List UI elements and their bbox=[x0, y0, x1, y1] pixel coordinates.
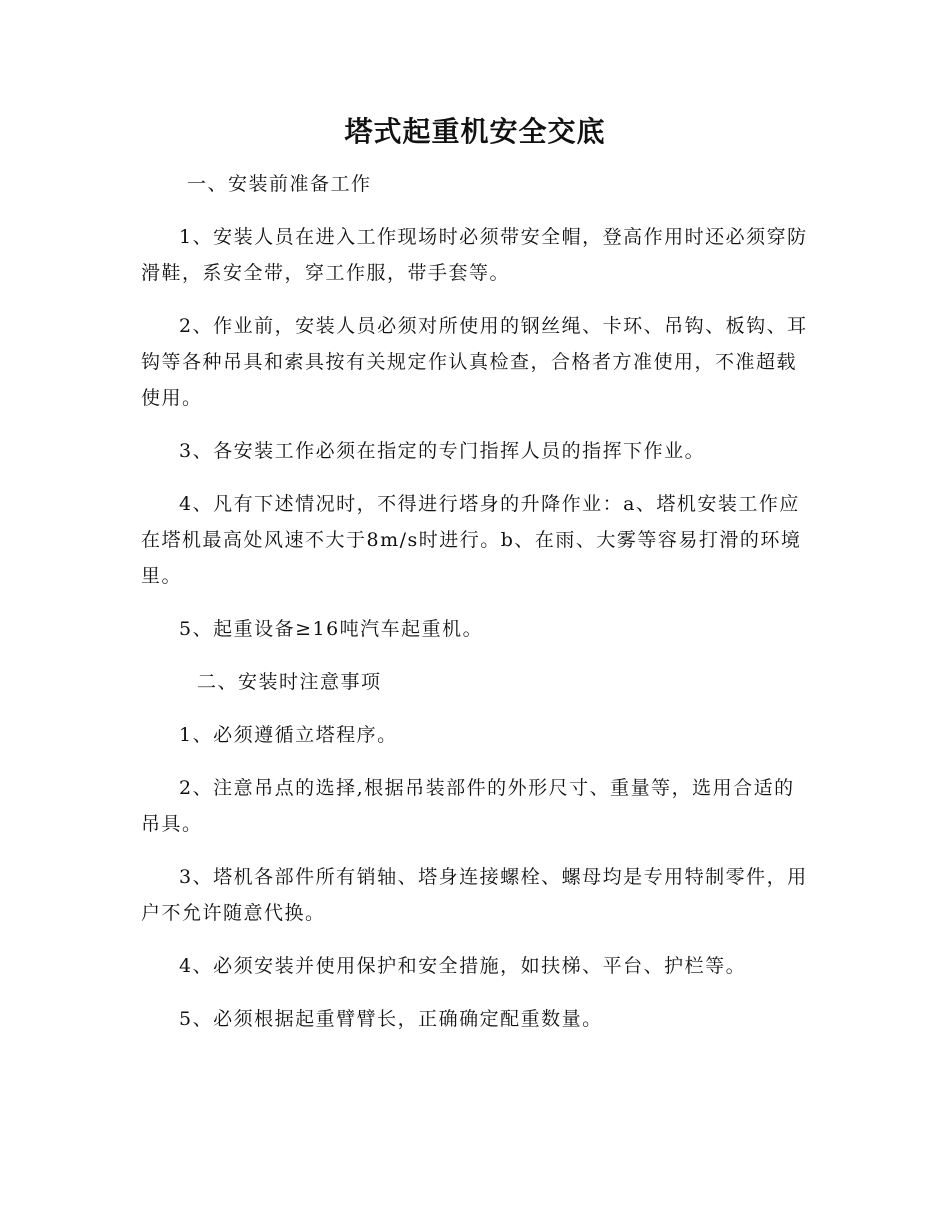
section-heading-1: 一、安装前准备工作 bbox=[187, 173, 372, 195]
spacer bbox=[141, 469, 809, 486]
paragraph: 4、必须安装并使用保护和安全措施，如扶梯、平台、护栏等。 bbox=[179, 955, 747, 977]
paragraph: 4、凡有下述情况时，不得进行塔身的升降作业：a、塔机安装工作应在塔机最高处风速不大于8m/s时进行。b、在雨、大雾等容易打滑的环境里。 bbox=[141, 493, 802, 587]
paragraph: 1、必须遵循立塔程序。 bbox=[179, 724, 398, 746]
document-title: 塔式起重机安全交底 bbox=[344, 115, 606, 148]
spacer bbox=[141, 647, 809, 664]
spacer bbox=[141, 700, 809, 717]
spacer bbox=[141, 753, 809, 770]
spacer bbox=[141, 931, 809, 948]
spacer bbox=[141, 842, 809, 859]
spacer bbox=[141, 291, 809, 308]
spacer bbox=[141, 594, 809, 611]
document-body bbox=[141, 166, 809, 1037]
paragraph: 3、塔机各部件所有销轴、塔身连接螺栓、螺母均是专用特制零件，用户不允许随意代换。 bbox=[141, 866, 808, 924]
paragraph: 2、注意吊点的选择,根据吊装部件的外形尺寸、重量等，选用合适的吊具。 bbox=[141, 777, 795, 835]
paragraph: 5、起重设备≥16吨汽车起重机。 bbox=[179, 618, 484, 640]
paragraph: 2、作业前，安装人员必须对所使用的钢丝绳、卡环、吊钩、板钩、耳钩等各种吊具和索具按有关规定作认真检查，合格者方准使用，不准超载使用。 bbox=[141, 315, 808, 409]
paragraph: 1、安装人员在进入工作现场时必须带安全帽，登高作用时还必须穿防滑鞋，系安全带，穿工作服，带手套等。 bbox=[141, 226, 808, 284]
paragraph: 3、各安装工作必须在指定的专门指挥人员的指挥下作业。 bbox=[179, 440, 706, 462]
paragraph: 5、必须根据起重臂臂长，正确确定配重数量。 bbox=[179, 1008, 603, 1030]
spacer bbox=[141, 416, 809, 433]
spacer bbox=[141, 202, 809, 219]
spacer bbox=[141, 984, 809, 1001]
section-heading-2: 二、安装时注意事项 bbox=[197, 671, 382, 693]
